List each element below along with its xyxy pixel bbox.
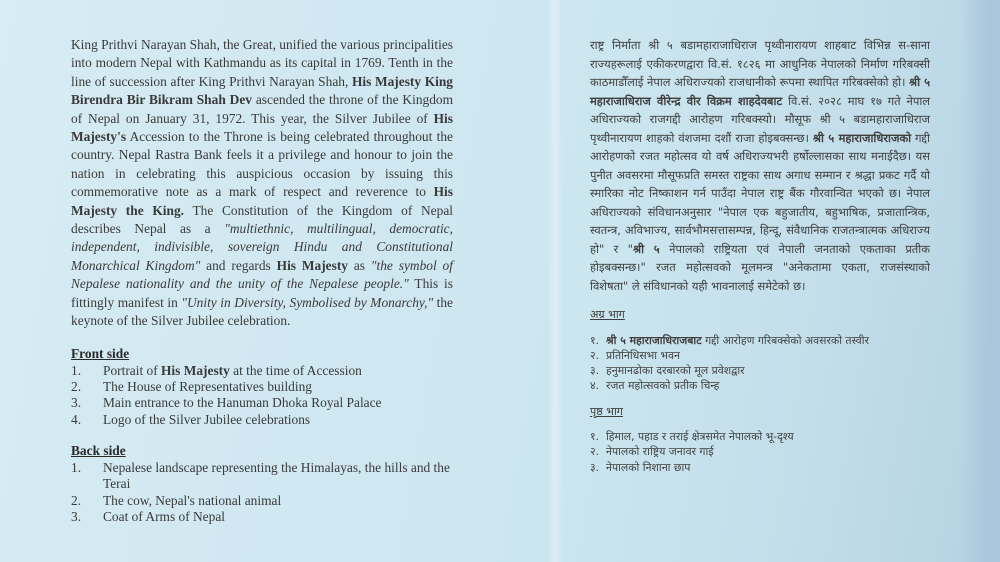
nepali-back-heading: पृष्ठ भाग [590, 404, 623, 418]
list-item: 3. Coat of Arms of Nepal [71, 508, 225, 524]
list-item: 2. The House of Representatives building [71, 379, 312, 395]
nepali-bold-3: श्री ५ [633, 241, 660, 256]
intro-bold-4: His Majesty [276, 257, 348, 273]
list-item: २. प्रतिनिधिसभा भवन [590, 348, 681, 362]
front-side-list [71, 363, 453, 428]
list-item: 2. The cow, Nepal's national animal [71, 492, 282, 508]
page-edge-shadow [960, 0, 1000, 562]
intro-text-2: ascended the throne of the Kingdom of Nepal on January 31, 1972. This year, the Silver Jubilee of [71, 92, 454, 126]
back-side-heading: Back side [71, 442, 126, 458]
intro-italic-3: "Unity in Diversity, Symbolised by Monarchy," [181, 294, 434, 310]
intro-text-7: This is fittingly manifest in [71, 276, 453, 310]
nepali-bold-2: श्री ५ महाराजाधिराजको [812, 130, 912, 145]
intro-text-5: and regards [200, 257, 277, 273]
english-column [71, 36, 453, 525]
list-item: 1. Nepalese landscape representing the Himalayas, the hills and the Terai [71, 460, 450, 492]
list-item: ३. नेपालको निशाना छाप [590, 460, 691, 474]
intro-text-3: Accession to the Throne is being celebrated throughout the country. Nepal Rastra Bank feels it a privilege and honour to join the nation in celebrating this auspicious occasion by issuing this commemorative note as a mark of respect and reverence to [71, 129, 453, 200]
intro-text-8: the keynote of the Silver Jubilee celebration. [71, 294, 454, 329]
list-item: 3. Main entrance to the Hanuman Dhoka Royal Palace [71, 395, 382, 411]
list-item: १. हिमाल, पहाड र तराई क्षेत्रसमेत नेपालको भू-दृश्य [590, 430, 794, 444]
nepali-back-list [590, 429, 930, 475]
intro-text-6: as [347, 257, 371, 273]
nepali-bold-1: श्री ५ महाराजाधिराज वीरेन्द्र वीर विक्रम शाहदेवबाट [590, 75, 930, 108]
intro-italic-2: "the symbol of Nepalese nationality and the unity of the Nepalese people." [71, 257, 453, 292]
list-item: १. श्री ५ महाराजाधिराजबाट गद्दी आरोहण गरिबक्सेको अवसरको तस्वीर [590, 333, 869, 347]
intro-bold-1: His Majesty King Birendra Bir Bikram Shah Dev [71, 73, 453, 108]
intro-italic-1: "multiethnic, multilingual, democratic, independent, indivisible, sovereign Hindu and Constitutional Monarchical Kingdom" [71, 221, 453, 273]
intro-text-1: King Prithvi Narayan Shah, the Great, unified the various principalities into modern Nepal with Kathmandu as its capital in 1769. Tenth in the line of succession after King Prithvi Narayan Shah, [71, 37, 453, 89]
intro-text-4: The Constitution of the Kingdom of Nepal describes Nepal as a [71, 202, 453, 237]
nepali-column [590, 36, 930, 475]
nepali-front-heading: अग्र भाग [590, 308, 625, 321]
english-intro-paragraph [71, 36, 453, 331]
intro-bold-2: His Majesty's [71, 110, 453, 145]
front-side-heading: Front side [71, 345, 130, 361]
nepali-intro-paragraph: राष्ट्र निर्माता श्री ५ बडामहाराजाधिराज पृथ्वीनारायण शाहबाट विभिन्न स-साना राज्यहरूलाई एकीकरणद्वारा वि.सं. १८२६ मा आधुनिक नेपालको निर्माण गरिबक्सी काठमाडौँलाई नेपाल अधिराज्यको राजधानीको रूपमा स्थापित गरिबक्सेको हो। श्री ५ महाराजाधिराज वीरेन्द्र वीर विक्रम शाहदेवबाट वि.सं. २०२८ माघ १७ गते नेपाल अधिराज्यको राजगद्दी आरोहण गरिबक्स्यो। मौसूफ श्री ५ बडामहाराजाधिराज पृथ्वीनारायण शाहको वंशजमा दशौं राजा होइबक्सन्छ। श्री ५ महाराजाधिराजको गद्दी आरोहणको रजत महोत्सव यो वर्ष अधिराज्यभरी हर्षोल्लासका साथ मनाईदैछ। यस पुनीत अवसरमा मौसूफप्रति समस्त राष्ट्रका साथ अगाध सम्मान र श्रद्धा प्रकट गर्दै यो स्मारिका नोट निष्काशन गर्न पाउँदा नेपाल राष्ट्र बैंक गौरवान्वित भएको छ। नेपाल अधिराज्यको संविधानअनुसार "नेपाल एक बहुजातीय, बहुभाषिक, प्रजातान्त्रिक, स्वतन्त्र, अविभाज्य, सार्वभौमसत्तासम्पन्न, हिन्दू, संवैधानिक राजतन्त्रात्मक अधिराज्य हो" र "श्री ५ नेपालको राष्ट्रियता एवं नेपाली जनताको एकताका प्रतीक होइबक्सन्छ।" रजत महोत्सवको मूलमन्त्र "अनेकतामा एकता, राजसंस्थाको विशेषता" ले संविधानको यही भावनालाई समेटेको छ। [590, 38, 930, 293]
nepali-front-list [590, 333, 930, 394]
list-item: २. नेपालको राष्ट्रिय जनावर गाई [590, 445, 714, 459]
list-item: ३. हनुमानढोका दरबारको मूल प्रवेशद्वार [590, 364, 745, 378]
page-fold [548, 0, 562, 562]
list-item: ४. रजत महोत्सवको प्रतीक चिन्ह [590, 379, 720, 393]
list-item: 4. Logo of the Silver Jubilee celebrations [71, 411, 311, 427]
list-item: 1. Portrait of His Majesty at the time of Accession [71, 362, 362, 378]
back-side-list [71, 460, 453, 525]
intro-bold-3: His Majesty the King. [71, 184, 453, 218]
